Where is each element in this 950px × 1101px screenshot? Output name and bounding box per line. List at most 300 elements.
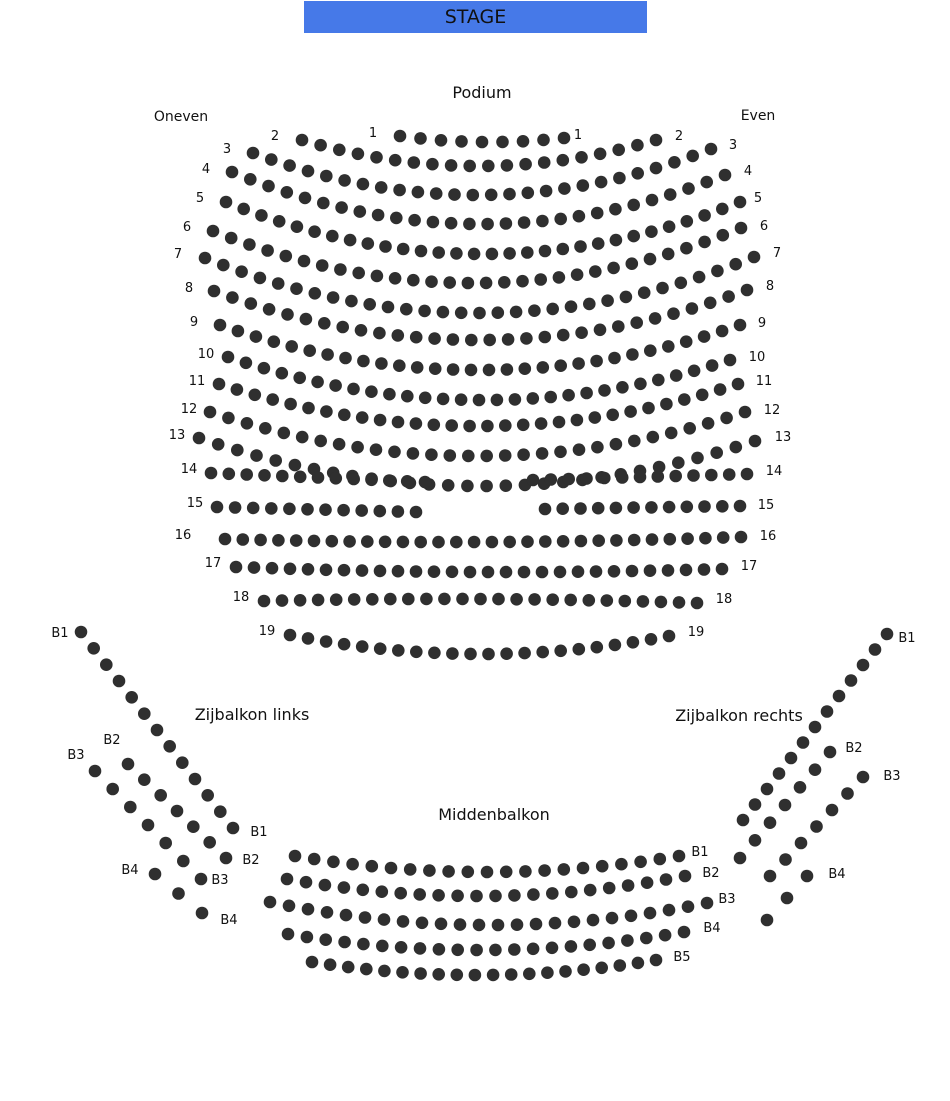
podium-row-16-seat-2[interactable]: [237, 533, 250, 546]
podium-row-17-seat-7[interactable]: [338, 564, 351, 577]
podium-row-6-seat-19[interactable]: [534, 273, 547, 286]
zl-row-4-seat-3[interactable]: [196, 907, 209, 920]
podium-row-4-seat-20[interactable]: [573, 210, 586, 223]
podium-row-18-seat-21[interactable]: [619, 595, 632, 608]
podium-row-5-seat-3[interactable]: [255, 209, 268, 222]
podium-row-15-right-seat-5[interactable]: [610, 502, 623, 515]
mb-row-1-seat-12[interactable]: [500, 866, 513, 879]
podium-row-7-seat-8[interactable]: [327, 291, 340, 304]
podium-row-9-seat-16[interactable]: [483, 364, 496, 377]
podium-row-5-seat-7[interactable]: [326, 230, 339, 243]
mb-row-1-seat-10[interactable]: [462, 866, 475, 879]
podium-row-18-seat-10[interactable]: [420, 593, 433, 606]
podium-row-10-seat-24[interactable]: [634, 378, 647, 391]
podium-row-6-seat-29[interactable]: [717, 229, 730, 242]
podium-row-19-seat-15[interactable]: [536, 646, 549, 659]
podium-row-16-seat-5[interactable]: [290, 534, 303, 547]
podium-row-16-seat-3[interactable]: [254, 534, 267, 547]
podium-row-9-seat-10[interactable]: [375, 357, 388, 370]
podium-row-3-seat-22[interactable]: [631, 167, 644, 180]
podium-row-8-seat-1[interactable]: [208, 285, 221, 298]
podium-row-9-seat-12[interactable]: [411, 361, 424, 374]
mb-row-4-seat-5[interactable]: [357, 938, 370, 951]
podium-row-17-seat-2[interactable]: [248, 561, 261, 574]
podium-row-7-seat-26[interactable]: [656, 282, 669, 295]
podium-row-14-left-seat-6[interactable]: [294, 471, 307, 484]
podium-row-10-seat-10[interactable]: [383, 388, 396, 401]
zr-row-3-seat-2[interactable]: [841, 787, 854, 800]
podium-row-9-seat-20[interactable]: [554, 359, 567, 372]
podium-row-13-seat-29[interactable]: [730, 441, 743, 454]
podium-row-10-seat-7[interactable]: [329, 379, 342, 392]
zr-row-1-seat-13[interactable]: [737, 814, 750, 827]
podium-row-7-seat-16[interactable]: [473, 307, 486, 320]
podium-row-8-seat-16[interactable]: [483, 334, 496, 347]
podium-row-1-seat-6[interactable]: [496, 136, 509, 149]
podium-row-6-seat-30[interactable]: [735, 222, 748, 235]
mb-row-2-seat-6[interactable]: [376, 885, 389, 898]
mb-row-2-seat-22[interactable]: [679, 870, 692, 883]
mb-row-4-seat-14[interactable]: [527, 943, 540, 956]
podium-row-14-left-seat-12[interactable]: [401, 475, 414, 488]
podium-row-2-seat-2[interactable]: [314, 139, 327, 152]
podium-row-17-seat-14[interactable]: [464, 566, 477, 579]
podium-row-3-seat-1[interactable]: [247, 147, 260, 160]
podium-row-4-seat-2[interactable]: [244, 173, 257, 186]
zl-row-2-seat-6[interactable]: [203, 836, 216, 849]
podium-row-9-seat-8[interactable]: [339, 352, 352, 365]
podium-row-17-seat-23[interactable]: [626, 565, 639, 578]
mb-row-5-seat-7[interactable]: [414, 967, 427, 980]
podium-row-4-seat-24[interactable]: [646, 194, 659, 207]
podium-row-12-seat-18[interactable]: [517, 448, 530, 461]
mb-row-4-seat-11[interactable]: [470, 944, 483, 957]
mb-row-2-seat-9[interactable]: [432, 889, 445, 902]
podium-row-8-seat-14[interactable]: [447, 333, 460, 346]
podium-row-16-seat-15[interactable]: [468, 536, 481, 549]
zl-row-3-seat-4[interactable]: [142, 819, 155, 832]
podium-row-16-seat-24[interactable]: [628, 534, 641, 547]
podium-row-15-right-seat-7[interactable]: [645, 501, 658, 514]
podium-row-4-seat-28[interactable]: [719, 169, 732, 182]
podium-row-2-seat-18[interactable]: [612, 144, 625, 157]
podium-row-19-seat-6[interactable]: [374, 642, 387, 655]
podium-row-15-left-seat-3[interactable]: [247, 502, 260, 515]
podium-row-3-seat-26[interactable]: [705, 143, 718, 156]
mb-row-3-seat-19[interactable]: [606, 912, 619, 925]
podium-row-14-left-seat-5[interactable]: [276, 470, 289, 483]
mb-row-2-seat-15[interactable]: [546, 887, 559, 900]
podium-row-14-left-seat-9[interactable]: [347, 473, 360, 486]
podium-row-6-seat-10[interactable]: [371, 270, 384, 283]
podium-row-11-seat-5[interactable]: [284, 398, 297, 411]
podium-row-8-seat-5[interactable]: [281, 308, 294, 321]
podium-row-7-seat-19[interactable]: [528, 304, 541, 317]
podium-row-11-seat-29[interactable]: [714, 383, 727, 396]
podium-row-3-seat-25[interactable]: [686, 150, 699, 163]
podium-row-9-seat-25[interactable]: [644, 344, 657, 357]
podium-row-6-seat-24[interactable]: [626, 257, 639, 270]
podium-row-10-seat-22[interactable]: [598, 384, 611, 397]
zl-row-1-seat-9[interactable]: [176, 756, 189, 769]
podium-row-8-seat-11[interactable]: [392, 329, 405, 342]
podium-row-8-seat-4[interactable]: [263, 303, 276, 316]
podium-row-3-seat-8[interactable]: [375, 181, 388, 194]
podium-row-18-seat-7[interactable]: [366, 593, 379, 606]
mb-row-2-seat-2[interactable]: [300, 876, 313, 889]
podium-row-6-seat-28[interactable]: [698, 236, 711, 249]
mb-row-3-seat-6[interactable]: [359, 911, 372, 924]
mb-row-4-seat-9[interactable]: [433, 943, 446, 956]
mb-row-3-seat-9[interactable]: [416, 917, 429, 930]
podium-row-12-seat-30[interactable]: [739, 406, 752, 419]
mb-row-4-seat-7[interactable]: [395, 941, 408, 954]
podium-row-17-seat-5[interactable]: [302, 563, 315, 576]
podium-row-7-seat-9[interactable]: [345, 295, 358, 308]
podium-row-16-seat-13[interactable]: [432, 536, 445, 549]
podium-row-19-seat-19[interactable]: [609, 639, 622, 652]
zl-row-1-seat-5[interactable]: [125, 691, 138, 704]
podium-row-3-seat-18[interactable]: [558, 182, 571, 195]
podium-row-8-seat-8[interactable]: [336, 321, 349, 334]
podium-row-9-seat-9[interactable]: [357, 355, 370, 368]
podium-row-18-seat-22[interactable]: [637, 595, 650, 608]
podium-row-9-seat-21[interactable]: [572, 357, 585, 370]
podium-row-6-seat-25[interactable]: [644, 253, 657, 266]
podium-row-9-seat-23[interactable]: [608, 352, 621, 365]
podium-row-14-right-seat-5[interactable]: [598, 472, 611, 485]
podium-row-7-seat-21[interactable]: [565, 300, 578, 313]
mb-row-5-seat-17[interactable]: [595, 962, 608, 975]
podium-row-14-left-seat-10[interactable]: [365, 474, 378, 487]
podium-row-14-right-seat-9[interactable]: [669, 470, 682, 483]
podium-row-15-right-seat-1[interactable]: [539, 503, 552, 516]
zr-row-3-seat-7[interactable]: [764, 870, 777, 883]
podium-row-17-seat-4[interactable]: [284, 563, 297, 576]
podium-row-1-seat-7[interactable]: [517, 135, 530, 148]
podium-row-15-left-seat-12[interactable]: [410, 506, 423, 519]
podium-row-6-seat-16[interactable]: [480, 277, 493, 290]
podium-row-10-seat-16[interactable]: [491, 394, 504, 407]
podium-row-11-seat-2[interactable]: [231, 383, 244, 396]
podium-row-6-seat-12[interactable]: [407, 274, 420, 287]
podium-row-4-seat-27[interactable]: [700, 176, 713, 189]
podium-row-17-seat-8[interactable]: [356, 564, 369, 577]
podium-row-3-seat-19[interactable]: [577, 179, 590, 192]
podium-row-7-seat-12[interactable]: [400, 303, 413, 316]
mb-row-2-seat-10[interactable]: [451, 890, 464, 903]
podium-row-4-seat-15[interactable]: [481, 218, 494, 231]
podium-row-17-seat-9[interactable]: [374, 565, 387, 578]
podium-row-12-seat-22[interactable]: [591, 441, 604, 454]
podium-row-12-seat-9[interactable]: [351, 441, 364, 454]
podium-row-6-seat-21[interactable]: [571, 268, 584, 281]
podium-row-12-seat-15[interactable]: [462, 450, 475, 463]
mb-row-1-seat-6[interactable]: [385, 862, 398, 875]
podium-row-3-seat-20[interactable]: [595, 176, 608, 189]
podium-row-5-seat-5[interactable]: [291, 220, 304, 233]
mb-row-3-seat-7[interactable]: [378, 913, 391, 926]
mb-row-5-seat-20[interactable]: [650, 954, 663, 967]
podium-row-10-seat-12[interactable]: [419, 392, 432, 405]
podium-row-18-seat-19[interactable]: [583, 594, 596, 607]
mb-row-5-seat-18[interactable]: [614, 959, 627, 972]
mb-row-4-seat-18[interactable]: [602, 937, 615, 950]
mb-row-5-seat-16[interactable]: [577, 963, 590, 976]
podium-row-8-seat-24[interactable]: [630, 316, 643, 329]
podium-row-16-seat-6[interactable]: [308, 535, 321, 548]
podium-row-18-seat-11[interactable]: [438, 593, 451, 606]
mb-row-1-seat-17[interactable]: [596, 860, 609, 873]
zr-row-2-seat-6[interactable]: [749, 834, 762, 847]
podium-row-5-seat-29[interactable]: [716, 203, 729, 216]
zr-row-4-seat-1[interactable]: [801, 870, 814, 883]
podium-row-2-seat-14[interactable]: [538, 156, 551, 169]
podium-row-16-seat-16[interactable]: [486, 536, 499, 549]
podium-row-7-seat-18[interactable]: [510, 306, 523, 319]
podium-row-17-seat-27[interactable]: [698, 563, 711, 576]
podium-row-8-seat-26[interactable]: [667, 307, 680, 320]
zl-row-3-seat-1[interactable]: [89, 765, 102, 778]
podium-row-7-seat-27[interactable]: [675, 277, 688, 290]
mb-row-4-seat-6[interactable]: [376, 940, 389, 953]
zr-row-1-seat-1[interactable]: [881, 628, 894, 641]
mb-row-1-seat-5[interactable]: [366, 860, 379, 873]
zl-row-1-seat-11[interactable]: [201, 789, 214, 802]
podium-row-5-seat-4[interactable]: [273, 215, 286, 228]
zr-row-3-seat-3[interactable]: [826, 804, 839, 817]
mb-row-1-seat-21[interactable]: [673, 850, 686, 863]
podium-row-4-seat-4[interactable]: [281, 186, 294, 199]
podium-row-1-seat-4[interactable]: [455, 135, 468, 148]
podium-row-17-seat-20[interactable]: [572, 565, 585, 578]
podium-row-16-seat-21[interactable]: [575, 535, 588, 548]
podium-row-17-seat-11[interactable]: [410, 565, 423, 578]
podium-row-11-seat-9[interactable]: [356, 411, 369, 424]
podium-row-12-seat-3[interactable]: [241, 417, 254, 430]
podium-row-4-seat-7[interactable]: [335, 201, 348, 214]
podium-row-11-seat-26[interactable]: [660, 398, 673, 411]
podium-row-5-seat-21[interactable]: [574, 240, 587, 253]
podium-row-4-seat-17[interactable]: [518, 216, 531, 229]
podium-row-12-seat-27[interactable]: [683, 422, 696, 435]
podium-row-2-seat-7[interactable]: [408, 156, 421, 169]
podium-row-14-left-seat-1[interactable]: [205, 467, 218, 480]
podium-row-11-seat-14[interactable]: [445, 419, 458, 432]
podium-row-19-seat-14[interactable]: [518, 647, 531, 660]
podium-row-18-seat-1[interactable]: [258, 595, 271, 608]
podium-row-4-seat-13[interactable]: [445, 217, 458, 230]
podium-row-5-seat-18[interactable]: [521, 246, 534, 259]
podium-row-9-seat-3[interactable]: [250, 330, 263, 343]
podium-row-16-seat-11[interactable]: [397, 536, 410, 549]
podium-row-16-seat-25[interactable]: [646, 533, 659, 546]
podium-row-18-seat-9[interactable]: [402, 593, 415, 606]
podium-row-19-seat-7[interactable]: [392, 644, 405, 657]
podium-row-1-seat-2[interactable]: [414, 132, 427, 145]
zl-row-1-seat-8[interactable]: [163, 740, 176, 753]
podium-row-19-seat-11[interactable]: [464, 648, 477, 661]
zr-row-2-seat-4[interactable]: [779, 799, 792, 812]
podium-row-4-seat-23[interactable]: [627, 199, 640, 212]
podium-row-4-seat-3[interactable]: [262, 180, 275, 193]
podium-row-8-seat-21[interactable]: [575, 326, 588, 339]
podium-row-2-seat-11[interactable]: [482, 160, 495, 173]
podium-row-15-left-seat-4[interactable]: [265, 502, 278, 515]
podium-row-10-seat-17[interactable]: [509, 393, 522, 406]
mb-row-4-seat-12[interactable]: [489, 944, 502, 957]
podium-row-9-seat-14[interactable]: [447, 363, 460, 376]
mb-row-2-seat-20[interactable]: [641, 876, 654, 889]
podium-row-5-seat-6[interactable]: [308, 225, 321, 238]
podium-row-5-seat-17[interactable]: [503, 247, 516, 260]
mb-row-4-seat-3[interactable]: [319, 933, 332, 946]
podium-row-6-seat-23[interactable]: [607, 262, 620, 275]
podium-row-19-seat-9[interactable]: [428, 647, 441, 660]
zl-row-3-seat-6[interactable]: [177, 855, 190, 868]
podium-row-7-seat-30[interactable]: [729, 258, 742, 271]
podium-row-2-seat-10[interactable]: [463, 160, 476, 173]
podium-row-18-seat-4[interactable]: [312, 594, 325, 607]
podium-row-16-seat-9[interactable]: [361, 535, 374, 548]
podium-row-10-seat-29[interactable]: [724, 354, 737, 367]
podium-row-18-seat-12[interactable]: [456, 593, 469, 606]
mb-row-1-seat-2[interactable]: [308, 853, 321, 866]
mb-row-2-seat-16[interactable]: [565, 886, 578, 899]
zl-row-1-seat-12[interactable]: [214, 805, 227, 818]
podium-row-11-seat-15[interactable]: [463, 420, 476, 433]
podium-row-19-seat-1[interactable]: [284, 629, 297, 642]
podium-row-16-seat-18[interactable]: [521, 535, 534, 548]
podium-row-5-seat-23[interactable]: [610, 234, 623, 247]
podium-row-7-seat-24[interactable]: [620, 291, 633, 304]
podium-row-8-seat-30[interactable]: [741, 284, 754, 297]
podium-row-7-seat-1[interactable]: [199, 252, 212, 265]
mb-row-3-seat-20[interactable]: [625, 910, 638, 923]
podium-row-9-seat-1[interactable]: [214, 319, 227, 332]
podium-row-15-right-seat-2[interactable]: [556, 502, 569, 515]
podium-row-8-seat-13[interactable]: [428, 332, 441, 345]
zr-row-1-seat-2[interactable]: [869, 643, 882, 656]
podium-row-6-seat-26[interactable]: [662, 248, 675, 261]
podium-row-16-seat-22[interactable]: [592, 534, 605, 547]
podium-row-1-seat-1[interactable]: [394, 130, 407, 143]
podium-row-8-seat-23[interactable]: [612, 320, 625, 333]
podium-row-12-seat-6[interactable]: [296, 431, 309, 444]
podium-row-15-left-seat-10[interactable]: [374, 505, 387, 518]
podium-row-15-left-seat-7[interactable]: [319, 503, 332, 516]
podium-row-5-seat-13[interactable]: [432, 246, 445, 259]
podium-row-10-seat-21[interactable]: [580, 387, 593, 400]
zl-row-1-seat-2[interactable]: [87, 642, 100, 655]
podium-row-3-seat-17[interactable]: [540, 185, 553, 198]
mb-row-5-seat-5[interactable]: [378, 965, 391, 978]
mb-row-1-seat-18[interactable]: [615, 858, 628, 871]
podium-row-4-seat-14[interactable]: [463, 218, 476, 231]
podium-row-4-seat-1[interactable]: [226, 166, 239, 179]
podium-row-6-seat-18[interactable]: [516, 275, 529, 288]
podium-row-15-left-seat-5[interactable]: [283, 503, 296, 516]
mb-row-5-seat-6[interactable]: [396, 966, 409, 979]
podium-row-3-seat-13[interactable]: [467, 189, 480, 202]
zl-row-1-seat-3[interactable]: [100, 658, 113, 671]
podium-row-8-seat-10[interactable]: [373, 327, 386, 340]
podium-row-3-seat-2[interactable]: [265, 153, 278, 166]
podium-row-14-right-seat-13[interactable]: [741, 468, 754, 481]
podium-row-5-seat-10[interactable]: [379, 240, 392, 253]
podium-row-5-seat-30[interactable]: [734, 196, 747, 209]
mb-row-5-seat-4[interactable]: [360, 963, 373, 976]
mb-row-2-seat-21[interactable]: [660, 873, 673, 886]
zr-row-1-seat-6[interactable]: [821, 705, 834, 718]
mb-row-2-seat-5[interactable]: [357, 884, 370, 897]
podium-row-7-seat-28[interactable]: [693, 271, 706, 284]
podium-row-5-seat-27[interactable]: [681, 215, 694, 228]
podium-row-11-seat-28[interactable]: [696, 389, 709, 402]
podium-row-12-seat-12[interactable]: [407, 447, 420, 460]
podium-row-18-seat-14[interactable]: [492, 593, 505, 606]
mb-row-5-seat-10[interactable]: [469, 969, 482, 982]
podium-row-7-seat-29[interactable]: [711, 265, 724, 278]
podium-row-11-seat-11[interactable]: [392, 416, 405, 429]
podium-row-7-seat-20[interactable]: [546, 303, 559, 316]
mb-row-2-seat-12[interactable]: [489, 890, 502, 903]
podium-row-11-seat-8[interactable]: [338, 409, 351, 422]
podium-row-4-seat-8[interactable]: [354, 205, 367, 218]
podium-row-7-seat-17[interactable]: [492, 306, 505, 319]
podium-row-7-seat-11[interactable]: [382, 301, 395, 314]
podium-row-5-seat-25[interactable]: [645, 225, 658, 238]
podium-row-5-seat-2[interactable]: [237, 203, 250, 216]
podium-row-7-seat-7[interactable]: [309, 287, 322, 300]
podium-row-16-seat-1[interactable]: [219, 533, 232, 546]
mb-row-2-seat-3[interactable]: [319, 879, 332, 892]
podium-row-5-seat-8[interactable]: [344, 234, 357, 247]
mb-row-2-seat-14[interactable]: [527, 888, 540, 901]
mb-row-3-seat-14[interactable]: [511, 918, 524, 931]
zl-row-3-seat-7[interactable]: [195, 873, 208, 886]
mb-row-3-seat-13[interactable]: [492, 919, 505, 932]
podium-row-10-seat-25[interactable]: [652, 374, 665, 387]
podium-row-7-seat-13[interactable]: [418, 305, 431, 318]
podium-row-14-left-seat-3[interactable]: [240, 468, 253, 481]
podium-row-19-seat-12[interactable]: [482, 648, 495, 661]
podium-row-11-seat-17[interactable]: [499, 419, 512, 432]
mb-row-2-seat-19[interactable]: [622, 879, 635, 892]
zr-row-1-seat-4[interactable]: [845, 674, 858, 687]
mb-row-3-seat-12[interactable]: [473, 919, 486, 932]
podium-row-18-seat-16[interactable]: [528, 593, 541, 606]
zl-row-1-seat-1[interactable]: [75, 626, 88, 639]
podium-row-4-seat-16[interactable]: [500, 217, 513, 230]
podium-row-9-seat-5[interactable]: [285, 340, 298, 353]
mb-row-3-seat-10[interactable]: [435, 918, 448, 931]
podium-row-3-seat-21[interactable]: [613, 172, 626, 185]
podium-row-10-seat-3[interactable]: [258, 362, 271, 375]
podium-row-2-seat-1[interactable]: [296, 134, 309, 147]
podium-row-13-seat-1[interactable]: [193, 432, 206, 445]
podium-row-12-seat-8[interactable]: [333, 438, 346, 451]
mb-row-3-seat-17[interactable]: [568, 916, 581, 929]
zl-row-3-seat-5[interactable]: [159, 837, 172, 850]
podium-row-7-seat-15[interactable]: [455, 307, 468, 320]
mb-row-1-seat-7[interactable]: [404, 863, 417, 876]
mb-row-3-seat-5[interactable]: [340, 909, 353, 922]
mb-row-5-seat-11[interactable]: [487, 969, 500, 982]
podium-row-10-seat-15[interactable]: [473, 394, 486, 407]
podium-row-2-seat-12[interactable]: [501, 159, 514, 172]
podium-row-10-seat-6[interactable]: [311, 376, 324, 389]
